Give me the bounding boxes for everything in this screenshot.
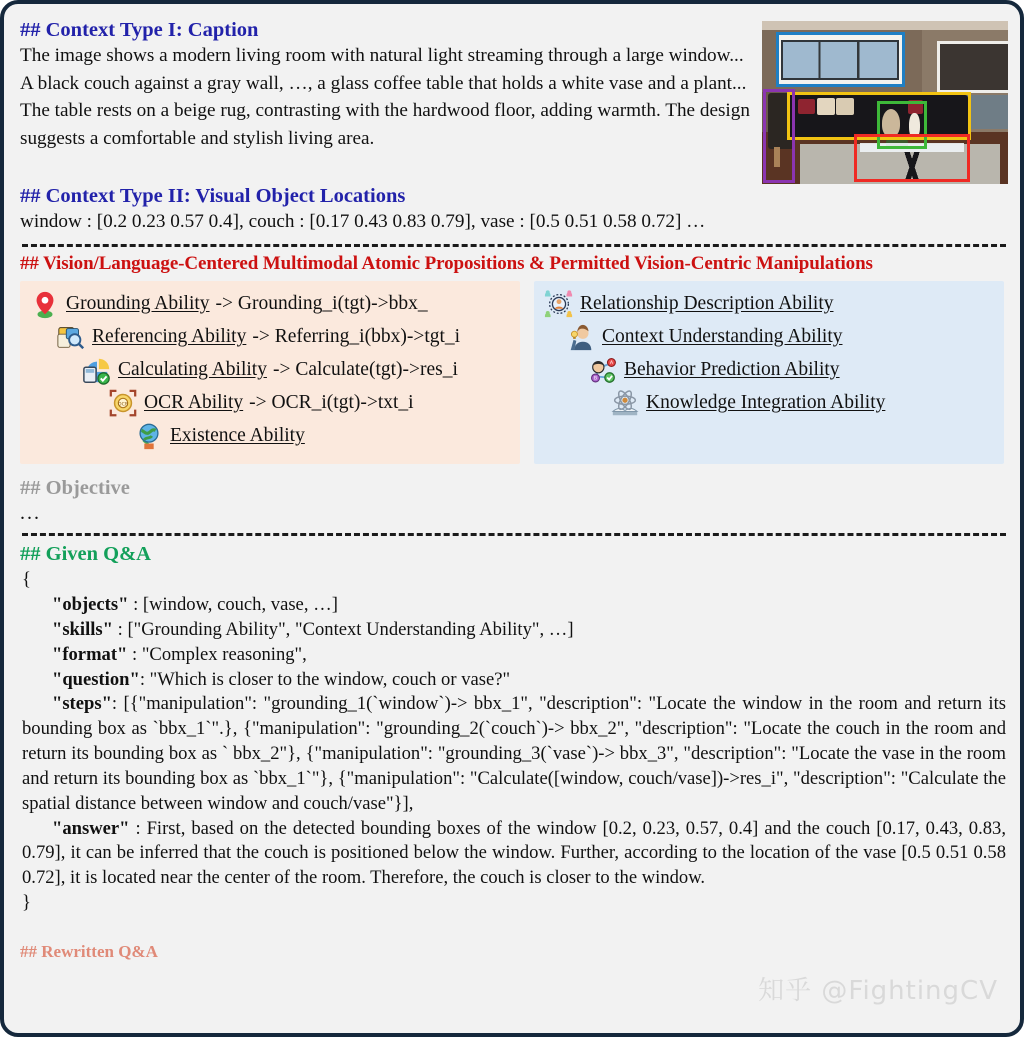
person-idea-icon [566, 322, 596, 352]
json-separator: : [112, 619, 128, 641]
bounding-box-window [776, 32, 905, 87]
ability-row[interactable] [108, 388, 510, 418]
vision-abilities-panel [20, 281, 520, 464]
objective-block [20, 476, 1008, 525]
json-field [22, 643, 1006, 668]
abilities-heading: ## Vision/Language-Centered Multimodal Atomic Propositions & Permitted Vision-Centric Manipulations [20, 252, 873, 274]
json-separator: : [139, 668, 150, 690]
ability-row[interactable] [566, 322, 994, 352]
context-type-1-heading: ## Context Type I: Caption [20, 19, 259, 41]
ability-name: Context Understanding Ability [602, 326, 843, 348]
json-fields [22, 593, 1006, 692]
json-separator: : [127, 643, 142, 665]
location-pin-icon [30, 289, 60, 319]
answer-value: : First, based on the detected bounding boxes of the window [0.2, 0.23, 0.57, 0.4] and the couch [0.17, 0.43, 0.83, 0.79], it can be inferred that the couch is positioned below the window. Further, according to the location of the vase [0.5 0.51 0.58 0.72], it is located near the center of the room. Therefore, the couch is closer to the window. [22, 817, 1006, 889]
calculator-chart-icon [82, 355, 112, 385]
json-field [22, 593, 1006, 618]
behavior-graph-icon [588, 355, 618, 385]
steps-value: : [{"manipulation": "grounding_1(`window`)-> bbx_1", "description": "Locate the window in the room and return its bounding box as `bbx_1`".}, {"manipulation": "grounding_2(`couch`)-> bbx_2", "description": "Locate the couch in the room and return its bounding box as ` bbx_2"}, {"manipulation": "grounding_3(`vase`)-> bbx_3", "description": "Locate the vase in the room and return its bounding box as `bbx_1`"}, {"manipulation": "Calculate([window, couch/vase])->res_i", "description": "Calculate the spatial distance between window and couch/vase"}], [22, 693, 1006, 814]
json-field [22, 668, 1006, 693]
given-qa-heading: ## Given Q&A [20, 543, 151, 566]
given-qa-json [22, 568, 1006, 915]
context-type-2-block [20, 184, 1008, 236]
ability-name: Referencing Ability [92, 326, 247, 348]
ability-name: Existence Ability [170, 425, 305, 447]
json-answer-field [22, 817, 1006, 891]
ability-manipulation: -> Calculate(tgt)->res_i [272, 359, 458, 381]
json-close-brace: } [22, 891, 31, 913]
svg-text:B: B [593, 376, 598, 382]
ceiling [762, 21, 1008, 30]
json-steps-field [22, 692, 1006, 816]
people-network-icon [544, 289, 574, 319]
atom-book-icon [610, 388, 640, 418]
ability-row[interactable] [544, 289, 994, 319]
ability-name: Relationship Description Ability [580, 293, 834, 315]
json-key: "question" [52, 668, 140, 690]
language-abilities-panel [534, 281, 1004, 464]
image-search-icon [56, 322, 86, 352]
divider-1 [22, 244, 1006, 247]
object-locations-text: window : [0.2 0.23 0.57 0.4], couch : [0.17 0.43 0.83 0.79], vase : [0.5 0.51 0.58 0.72] … [20, 211, 706, 233]
answer-key: "answer" [52, 817, 130, 839]
steps-key: "steps" [52, 693, 112, 715]
ability-row[interactable] [82, 355, 510, 385]
json-open-brace: { [22, 569, 31, 591]
json-value: "Complex reasoning", [141, 643, 307, 665]
globe-plant-icon [134, 421, 164, 451]
svg-text:A: A [609, 361, 614, 367]
ocr-scan-icon [108, 388, 138, 418]
ability-manipulation: -> Grounding_i(tgt)->bbx_ [215, 293, 428, 315]
json-field [22, 618, 1006, 643]
context-type-1-row [20, 18, 1008, 184]
json-key: "skills" [52, 619, 113, 641]
context-type-2-heading: ## Context Type II: Visual Object Locations [20, 185, 406, 207]
ability-manipulation: -> OCR_i(tgt)->txt_i [249, 392, 414, 414]
ability-row[interactable] [56, 322, 510, 352]
objective-body: ... [20, 502, 41, 525]
json-key: "objects" [52, 594, 129, 616]
ability-row[interactable] [134, 421, 510, 451]
ability-row[interactable] [610, 388, 994, 418]
caption-text: The image shows a modern living room with natural light streaming through a large window... A black couch against a gray wall, …, a glass coffee table that holds a white vase and a plant... The table rests on a beige rug, contrasting with the hardwood floor, adding warmth. The design suggests a comfortable and stylish living area. [20, 45, 750, 149]
json-value: ["Grounding Ability", "Context Understanding Ability", …] [127, 619, 574, 641]
json-separator: : [128, 594, 143, 616]
ability-name: OCR Ability [144, 392, 244, 414]
ability-row[interactable] [588, 355, 994, 385]
bounding-box-chair [763, 89, 795, 183]
ability-name: Knowledge Integration Ability [646, 392, 886, 414]
ability-name: Grounding Ability [66, 293, 210, 315]
living-room-photo [762, 21, 1008, 184]
ability-name: Behavior Prediction Ability [624, 359, 840, 381]
rewritten-qa-heading: ## Rewritten Q&A [20, 941, 158, 961]
ability-name: Calculating Ability [118, 359, 267, 381]
watermark: 知乎 @FightingCV [758, 976, 998, 1006]
objective-heading: ## Objective [20, 477, 130, 500]
json-value: "Which is closer to the window, couch or vase?" [149, 668, 511, 690]
svg-text:OCR: OCR [117, 402, 129, 408]
ability-row[interactable] [30, 289, 510, 319]
window-blind [937, 41, 1008, 93]
bounding-box-table [854, 134, 970, 182]
json-value: [window, couch, vase, …] [142, 594, 338, 616]
json-key: "format" [52, 643, 128, 665]
divider-2 [22, 533, 1006, 536]
abilities-panels [20, 281, 1008, 464]
context-type-1-text [20, 18, 760, 152]
ability-manipulation: -> Referring_i(bbx)->tgt_i [252, 326, 461, 348]
